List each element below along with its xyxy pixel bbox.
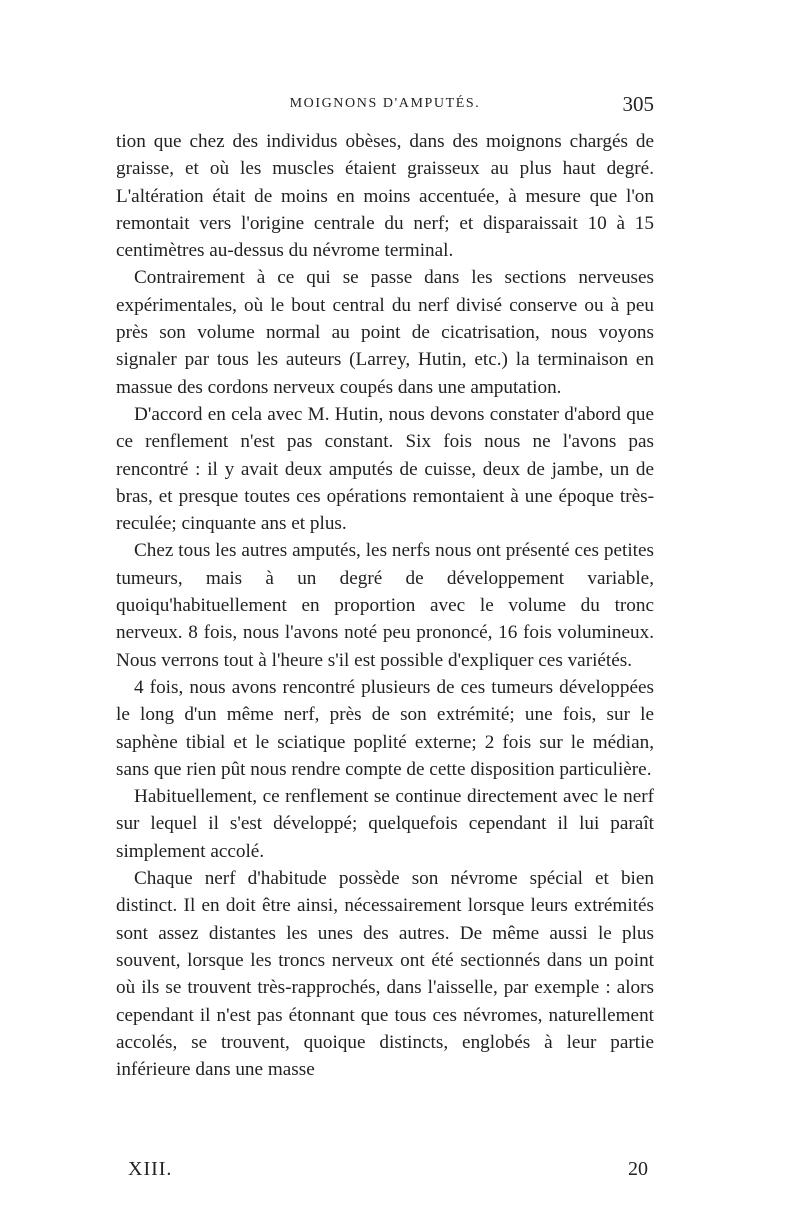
paragraph-2: Contrairement à ce qui se passe dans les sections nerveuses expérimentales, où le bout central du nerf divisé conserve ou à peu près son volume normal au point de cicatrisation, nous voyons signaler par tous les auteurs (Larrey, Hutin, etc.) la terminaison en massue des cordons nerveux coupés dans une amputation. bbox=[116, 267, 654, 398]
running-head bbox=[116, 92, 654, 120]
paragraph-5: 4 fois, nous avons rencontré plusieurs de ces tumeurs développées le long d'un même nerf, près de son extrémité; une fois, sur le saphène tibial et le sciatique poplité externe; 2 fois sur le médian, sans que rien pût nous rendre compte de cette disposition particulière. bbox=[116, 676, 654, 780]
page-number: 305 bbox=[622, 92, 654, 116]
sheet-number: 20 bbox=[628, 1158, 648, 1180]
signature-mark: XIII. bbox=[128, 1158, 173, 1180]
paragraph-3: D'accord en cela avec M. Hutin, nous devons constater d'abord que ce renflement n'est pas constant. Six fois nous ne l'avons pas rencontré : il y avait deux amputés de cuisse, deux de jambe, un de bras, et presque toutes ces opérations remontaient à une époque très-reculée; cinquante ans et plus. bbox=[116, 403, 654, 535]
paragraph-1-continuation: tion que chez des individus obèses, dans des moignons chargés de graisse, et où les muscles étaient graisseux au plus haut degré. L'altération était de moins en moins accentuée, à mesure que l'on remontait vers l'origine centrale du nerf; et disparaissait 10 à 15 centimètres au-dessus du névrome terminal. bbox=[116, 131, 654, 262]
body-text bbox=[116, 128, 654, 1083]
paragraph-7: Chaque nerf d'habitude possède son névrome spécial et bien distinct. Il en doit être ainsi, nécessairement lorsque leurs extrémités sont assez distantes les unes des autres. De même aussi le plus souvent, lorsque les troncs nerveux ont été sectionnés dans un point où ils se trouvent très-rapprochés, dans l'aisselle, par exemple : alors cependant il n'est pas étonnant que tous ces névromes, naturellement accolés, se trouvent, quoique distincts, englobés à leur partie inférieure dans une masse bbox=[116, 868, 654, 1081]
page-footer bbox=[128, 1158, 648, 1188]
running-title: MOIGNONS D'AMPUTÉS. bbox=[289, 96, 481, 111]
paragraph-6: Habituellement, ce renflement se continue directement avec le nerf sur lequel il s'est développé; quelquefois cependant il lui paraît simplement accolé. bbox=[116, 786, 654, 862]
paragraph-4: Chez tous les autres amputés, les nerfs nous ont présenté ces petites tumeurs, mais à un degré de développement variable, quoiqu'habituellement en proportion avec le volume du tronc nerveux. 8 fois, nous l'avons noté peu prononcé, 16 fois volumineux. Nous verrons tout à l'heure s'il est possible d'expliquer ces variétés. bbox=[116, 540, 654, 671]
